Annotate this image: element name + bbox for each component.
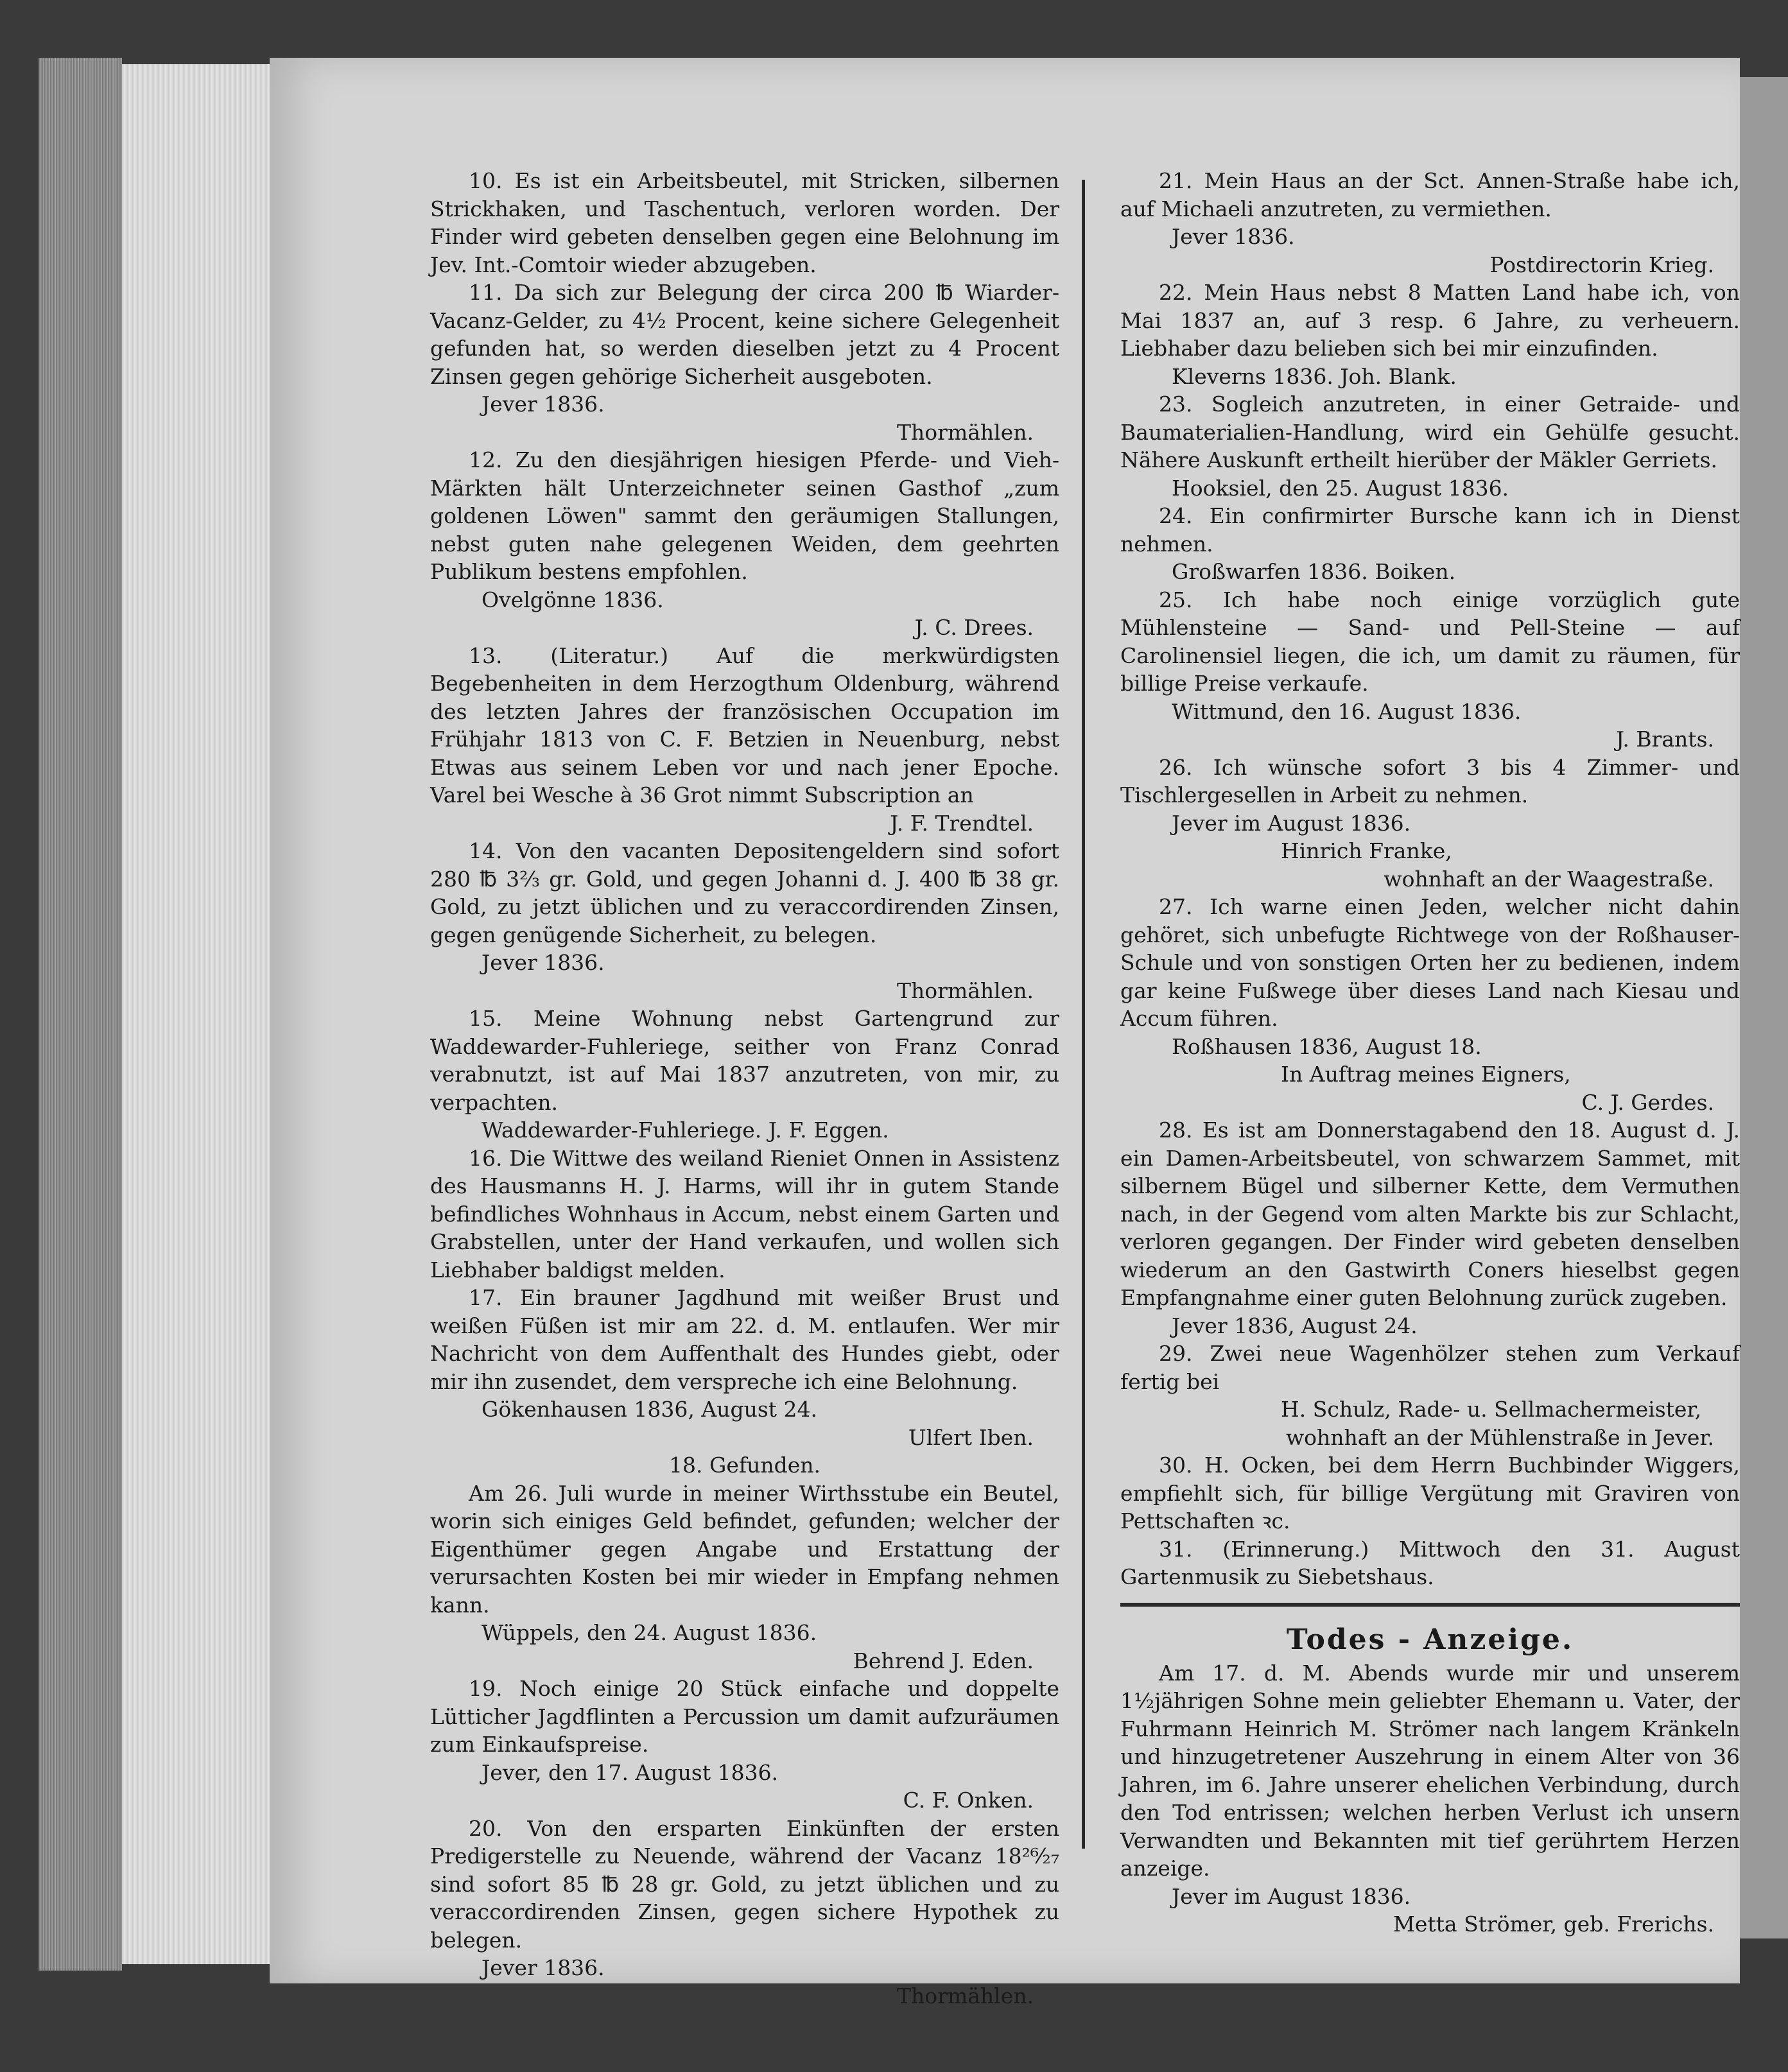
notice-paragraph: 20. Von den ersparten Einkünften der ersten Predigerstelle zu Neuende, während der Vacanz 18²⁶⁄₂₇ sind sofort 85 ℔ 28 gr. Gold, zu jetzt üblichen und zu veraccordirenden Zinsen, gegen sichere Hypothek zu belegen. <box>430 1815 1059 1953</box>
right-column <box>1120 167 1740 1938</box>
notice-paragraph: Am 17. d. M. Abends wurde mir und unserem 1½jährigen Sohne mein geliebter Ehemann u. Vater, der Fuhrmann Heinrich M. Strömer nach langem Kränkeln und hinzugetretener Auszehrung in einem Alter von 36 Jahren, im 6. Jahre unserer ehelichen Verbindung, durch den Tod entrissen; welchen herben Verlust ich unsern Verwandten und Bekannten mit tief gerührtem Herzen anzeige. <box>1120 1660 1740 1881</box>
place-date-line: Ovelgönne 1836. <box>482 587 664 612</box>
signature-line: Ulfert Iben. <box>908 1424 1034 1450</box>
notice-paragraph: 22. Mein Haus nebst 8 Matten Land habe ich, von Mai 1837 an, auf 3 resp. 6 Jahre, zu verheuern. Liebhaber dazu belieben sich bei mir einzufinden. <box>1120 280 1740 361</box>
notice-paragraph: 27. Ich warne einen Jeden, welcher nicht dahin gehöret, sich unbefugte Richtwege von der Roßhauser-Schule und von sonstigen Orten her zu bedienen, indem gar keine Fußwege über dieses Land nach Kiesau und Accum führen. <box>1120 894 1740 1031</box>
place-date-line: Wüppels, den 24. August 1836. <box>482 1620 817 1645</box>
notice-paragraph: 13. (Literatur.) Auf die merkwürdigsten Begebenheiten in dem Herzogthum Oldenburg, während des letzten Jahres der französischen Occupation im Frühjahr 1813 von C. F. Betzien in Neuenburg, nebst Etwas aus seinem Leben vor und nach jener Epoche. Varel bei Wesche à 36 Grot nimmt Subscription an <box>430 643 1059 807</box>
place-date-line: Jever 1836. <box>482 1955 605 1980</box>
place-date-line: Jever im August 1836. <box>1172 1883 1411 1909</box>
signature-line: Thormählen. <box>897 419 1034 445</box>
notice-paragraph: 23. Sogleich anzutreten, in einer Getraide- und Baumaterialien-Handlung, wird ein Gehülfe gesucht. Nähere Auskunft ertheilt hierüber der Mäkler Gerriets. <box>1120 392 1740 472</box>
notice-paragraph: 15. Meine Wohnung nebst Gartengrund zur Waddewarder-Fuhleriege, seither von Franz Conrad verabnutzt, ist auf Mai 1837 anzutreten, von mir, zu verpachten. <box>430 1006 1059 1115</box>
notice-paragraph: 12. Zu den diesjährigen hiesigen Pferde- und Vieh-Märkten hält Unterzeichneter seinen Gasthof „zum goldenen Löwen" sammt den geräumigen Stallungen, nebst guten nahe gelegenen Weiden, dem geehrten Publikum bestens empfohlen. <box>430 447 1059 584</box>
notice-paragraph: Am 26. Juli wurde in meiner Wirthsstube ein Beutel, worin sich einiges Geld befindet, gefunden; welcher der Eigenthümer gegen Angabe und Erstattung der verursachten Kosten bei mir wieder in Empfang nehmen kann. <box>430 1480 1059 1618</box>
section-heading: 18. Gefunden. <box>669 1453 820 1478</box>
place-date-line: Gökenhausen 1836, August 24. <box>482 1397 817 1422</box>
notice-paragraph: 26. Ich wünsche sofort 3 bis 4 Zimmer- und Tischlergesellen in Arbeit zu nehmen. <box>1120 754 1740 807</box>
signature-line: J. Brants. <box>1615 727 1714 752</box>
notice-paragraph: 14. Von den vacanten Depositengeldern sind sofort 280 ℔ 3⅔ gr. Gold, und gegen Johanni d. J. 400 ℔ 38 gr. Gold, zu jetzt üblichen und zu veraccordirenden Zinsen, gegen genügende Sicherheit, zu belegen. <box>430 838 1059 947</box>
place-date-line: Wittmund, den 16. August 1836. <box>1172 698 1522 724</box>
signature-line: J. F. Trendtel. <box>890 810 1034 836</box>
notice-paragraph: 16. Die Wittwe des weiland Rieniet Onnen in Assistenz des Hausmanns H. J. Harms, will ihr in gutem Stande befindliches Wohnhaus in Accum, nebst einem Garten und Grabstellen, unter der Hand verkaufen, und wollen sich Liebhaber baldigst melden. <box>430 1145 1059 1282</box>
section-rule <box>1120 1603 1740 1607</box>
signature-line: Metta Strömer, geb. Frerichs. <box>1393 1912 1714 1937</box>
place-date-line: Waddewarder-Fuhleriege. J. F. Eggen. <box>482 1118 889 1143</box>
place-date-line: Jever 1836. <box>1172 224 1295 249</box>
facing-page-edge <box>1740 77 1788 1938</box>
place-date-line: Jever im August 1836. <box>1172 810 1411 836</box>
column-divider <box>1082 180 1085 1849</box>
notice-paragraph: 24. Ein confirmirter Bursche kann ich in Dienst nehmen. <box>1120 503 1740 557</box>
signature-line: H. Schulz, Rade- u. Sellmachermeister, <box>1281 1397 1702 1422</box>
signature-line: C. J. Gerdes. <box>1581 1089 1714 1115</box>
signature-line: Hinrich Franke, <box>1281 838 1452 863</box>
signature-line: Behrend J. Eden. <box>853 1648 1034 1673</box>
book-edge <box>39 58 122 1971</box>
signature-line: In Auftrag meines Eigners, <box>1281 1062 1571 1087</box>
place-date-line: Jever 1836. <box>482 950 605 975</box>
signature-line: Thormählen. <box>897 1983 1034 2008</box>
signature-line: Thormählen. <box>897 978 1034 1003</box>
place-date-line: Kleverns 1836. Joh. Blank. <box>1172 363 1457 389</box>
signature-line: Postdirectorin Krieg. <box>1489 252 1714 277</box>
place-date-line: Hooksiel, den 25. August 1836. <box>1172 475 1509 501</box>
notice-paragraph: 21. Mein Haus an der Sct. Annen-Straße habe ich, auf Michaeli anzutreten, zu vermiethen. <box>1120 168 1740 221</box>
signature-line: C. F. Onken. <box>903 1788 1034 1813</box>
notice-paragraph: 19. Noch einige 20 Stück einfache und doppelte Lütticher Jagdflinten a Percussion um damit aufzuräumen zum Einkaufspreise. <box>430 1676 1059 1757</box>
notice-paragraph: 28. Es ist am Donnerstagabend den 18. August d. J. ein Damen-Arbeitsbeutel, von schwarzem Sammet, mit silbernem Bügel und silberner Kette, dem Vermuthen nach, in der Gegend vom alten Markte bis zur Schlacht, verloren gegangen. Der Finder wird gebeten denselben wiederum an den Gastwirth Coners hieselbst gegen Empfangnahme einer guten Belohnung zurück zugeben. <box>1120 1118 1740 1310</box>
notice-paragraph: 25. Ich habe noch einige vorzüglich gute Mühlensteine — Sand- und Pell-Steine — auf Carolinensiel liegen, die ich, um damit zu räumen, für billige Preise verkaufe. <box>1120 587 1740 696</box>
notice-paragraph: 17. Ein brauner Jagdhund mit weißer Brust und weißen Füßen ist mir am 22. d. M. entlaufen. Wer mir Nachricht von dem Auffenthalt des Hundes giebt, oder mir ihn zusendet, dem verspreche ich eine Belohnung. <box>430 1285 1059 1394</box>
notice-paragraph: 31. (Erinnerung.) Mittwoch den 31. August Gartenmusik zu Siebetshaus. <box>1120 1536 1740 1589</box>
signature-line: J. C. Drees. <box>914 615 1034 640</box>
signature-line: wohnhaft an der Waagestraße. <box>1384 866 1714 892</box>
notice-paragraph: 29. Zwei neue Wagenhölzer stehen zum Verkauf fertig bei <box>1120 1341 1740 1394</box>
place-date-line: Großwarfen 1836. Boiken. <box>1172 559 1456 584</box>
signature-line: wohnhaft an der Mühlenstraße in Jever. <box>1285 1424 1714 1450</box>
place-date-line: Roßhausen 1836, August 18. <box>1172 1033 1482 1059</box>
notice-paragraph: 11. Da sich zur Belegung der circa 200 ℔ Wiarder-Vacanz-Gelder, zu 4½ Procent, keine sichere Gelegenheit gefunden hat, so werden dieselben jetzt zu 4 Procent Zinsen gegen gehörige Sicherheit ausgeboten. <box>430 280 1059 389</box>
death-notice-heading: Todes - Anzeige. <box>1286 1623 1574 1656</box>
place-date-line: Jever 1836. <box>482 392 605 417</box>
notice-paragraph: 10. Es ist ein Arbeitsbeutel, mit Stricken, silbernen Strickhaken, und Taschentuch, verloren worden. Der Finder wird gebeten denselben gegen eine Belohnung im Jev. Int.-Comtoir wieder abzugeben. <box>430 168 1059 277</box>
page-stack <box>122 64 276 1964</box>
left-column <box>430 167 1059 2010</box>
place-date-line: Jever 1836, August 24. <box>1172 1313 1418 1338</box>
notice-paragraph: 30. H. Ocken, bei dem Herrn Buchbinder Wiggers, empfiehlt sich, für billige Vergütung mit Graviren von Pettschaften ꝛc. <box>1120 1453 1740 1533</box>
place-date-line: Jever, den 17. August 1836. <box>482 1759 779 1785</box>
